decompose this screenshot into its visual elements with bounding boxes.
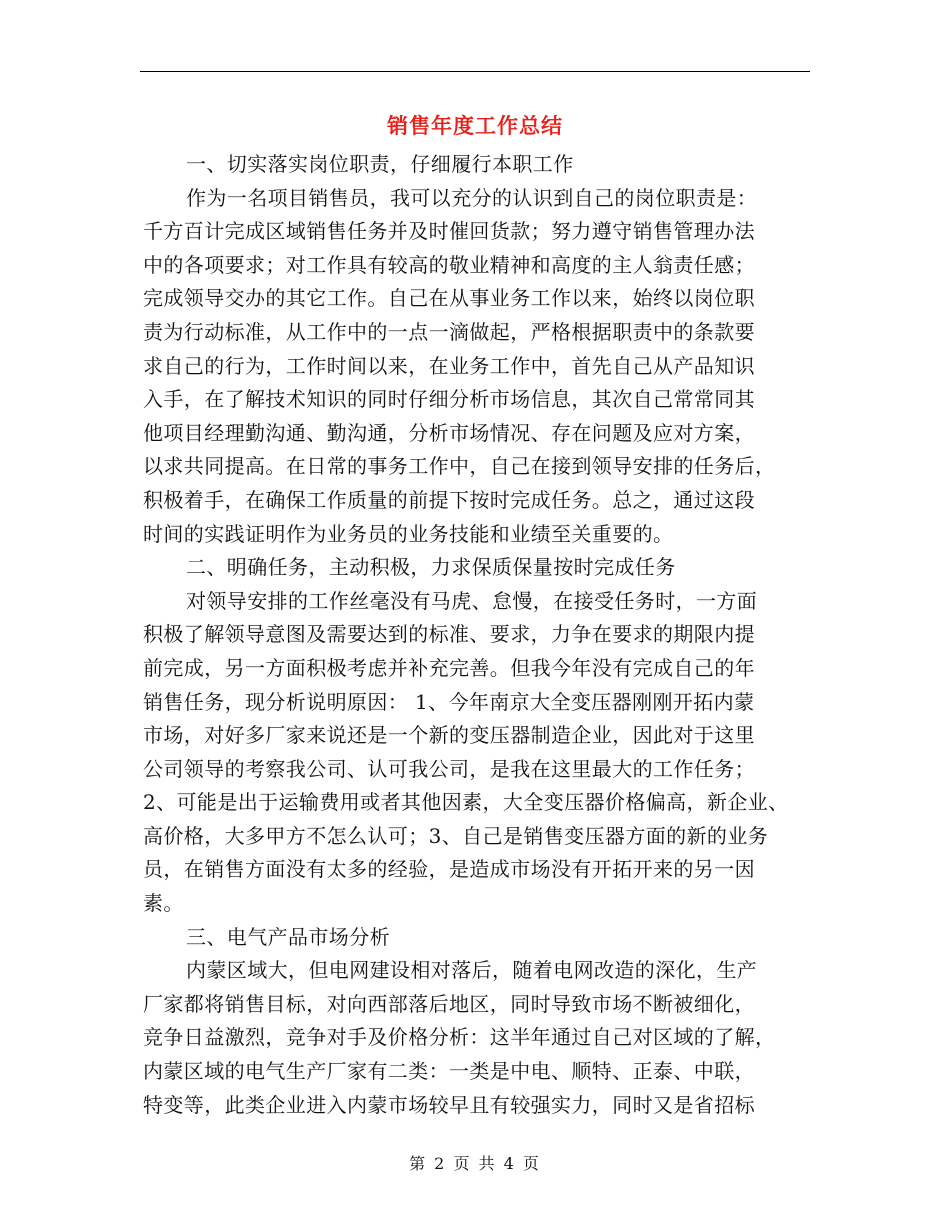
text-line: 公司领导的考察我公司、认可我公司，是我在这里最大的工作任务； <box>143 756 755 781</box>
text-line: 素。 <box>143 891 184 916</box>
text-line: 时间的实践证明作为业务员的业务技能和业绩至关重要的。 <box>143 521 674 546</box>
section-heading-2: 二、明确任务，主动积极，力求保质保量按时完成任务 <box>186 555 676 580</box>
text-line: 销售任务，现分析说明原因： 1、今年南京大全变压器刚刚开拓内蒙 <box>143 689 755 714</box>
section-heading-3: 三、电气产品市场分析 <box>186 924 390 949</box>
text-line: 他项目经理勤沟通、勤沟通，分析市场情况、存在问题及应对方案， <box>143 420 755 445</box>
text-line: 厂家都将销售目标，对向西部落后地区，同时导致市场不断被细化， <box>143 991 755 1016</box>
text-line: 责为行动标准，从工作中的一点一滴做起，严格根据职责中的条款要 <box>143 319 755 344</box>
text-line: 入手，在了解技术知识的同时仔细分析市场信息，其次自己常常同其 <box>143 387 755 412</box>
text-line: 以求共同提高。在日常的事务工作中，自己在接到领导安排的任务后， <box>143 454 776 479</box>
text-line: 特变等，此类企业进入内蒙市场较早且有较强实力，同时又是省招标 <box>143 1092 755 1117</box>
text-line: 中的各项要求；对工作具有较高的敬业精神和高度的主人翁责任感； <box>143 252 755 277</box>
text-line: 前完成，另一方面积极考虑并补充完善。但我今年没有完成自己的年 <box>143 655 755 680</box>
text-line: 求自己的行为，工作时间以来，在业务工作中，首先自己从产品知识 <box>143 353 755 378</box>
text-line: 对领导安排的工作丝毫没有马虎、怠慢，在接受任务时，一方面 <box>186 588 758 613</box>
header-rule <box>140 71 810 72</box>
text-line: 内蒙区域的电气生产厂家有二类：一类是中电、顺特、正泰、中联， <box>143 1059 755 1084</box>
text-line: 员，在销售方面没有太多的经验，是造成市场没有开拓开来的另一因 <box>143 857 755 882</box>
text-line: 2、可能是出于运输费用或者其他因素，大全变压器价格偏高，新企业、 <box>143 790 789 815</box>
text-line: 市场，对好多厂家来说还是一个新的变压器制造企业，因此对于这里 <box>143 723 755 748</box>
document-body <box>143 148 807 1122</box>
document-title: 销售年度工作总结 <box>387 113 563 138</box>
page-number: 第 2 页 共 4 页 <box>409 1154 541 1173</box>
text-line: 完成领导交办的其它工作。自己在从事业务工作以来，始终以岗位职 <box>143 286 755 311</box>
section-heading-1: 一、切实落实岗位职责，仔细履行本职工作 <box>186 152 574 176</box>
text-line: 积极了解领导意图及需要达到的标准、要求，力争在要求的期限内提 <box>143 622 755 647</box>
text-line: 作为一名项目销售员，我可以充分的认识到自己的岗位职责是： <box>186 185 758 210</box>
text-line: 积极着手，在确保工作质量的前提下按时完成任务。总之，通过这段 <box>143 487 755 512</box>
text-line: 千方百计完成区域销售任务并及时催回货款；努力遵守销售管理办法 <box>143 219 755 244</box>
text-line: 高价格，大多甲方不怎么认可；3、自己是销售变压器方面的新的业务 <box>143 823 769 848</box>
text-line: 内蒙区域大，但电网建设相对落后，随着电网改造的深化，生产 <box>186 958 758 983</box>
text-line: 竞争日益激烈，竞争对手及价格分析：这半年通过自己对区域的了解， <box>143 1025 776 1050</box>
